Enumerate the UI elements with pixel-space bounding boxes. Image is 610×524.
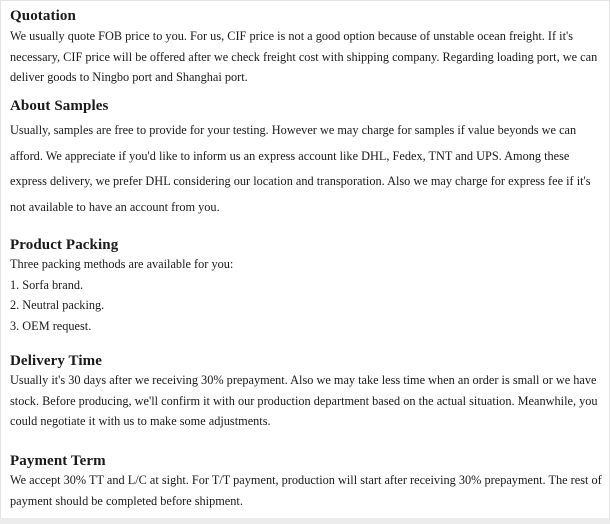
packing-list [10, 275, 606, 337]
delivery-heading: Delivery Time [10, 353, 102, 369]
section-packing [10, 236, 606, 336]
list-item: 2. Neutral packing. [10, 298, 105, 312]
section-quotation [10, 7, 606, 88]
packing-intro: Three packing methods are available for you: [10, 257, 234, 271]
delivery-text: Usually it's 30 days after we receiving 30% prepayment. Also we may take less time when an order is small or we have stock. Before producing, we'll confirm it with our production department based on the actual situation. Meanwhile, you could negotiate it with us to make some adjustments. [10, 373, 598, 428]
quotation-heading: Quotation [10, 8, 76, 24]
list-item: 1. Sorfa brand. [10, 277, 84, 292]
samples-heading: About Samples [10, 98, 109, 114]
packing-heading: Product Packing [10, 237, 119, 253]
payment-heading: Payment Term [10, 453, 106, 469]
section-delivery [10, 352, 606, 432]
samples-text: Usually, samples are free to provide for your testing. However we may charge for samples if value beyonds we can afford. We appreciate if you'd like to inform us an express account like DHL, Fedex, TNT and UPS. Among these express delivery, we prefer DHL considering our location and transporation. Also we may charge for express fee if it's not available to have an account from you. [10, 123, 591, 214]
bottom-divider [0, 518, 610, 524]
list-item: 3. OEM request. [10, 318, 92, 333]
section-payment [10, 452, 606, 511]
payment-text: We accept 30% TT and L/C at sight. For T/T payment, production will start after receiving 30% prepayment. The rest of payment should be completed before shipment. [10, 473, 602, 508]
section-samples [10, 97, 606, 220]
quotation-text: We usually quote FOB price to you. For us, CIF price is not a good option because of unstable ocean freight. If it's necessary, CIF price will be offered after we check freight cost with shipping company. Regarding loading port, we can deliver goods to Ningbo port and Shanghai port. [10, 29, 598, 84]
